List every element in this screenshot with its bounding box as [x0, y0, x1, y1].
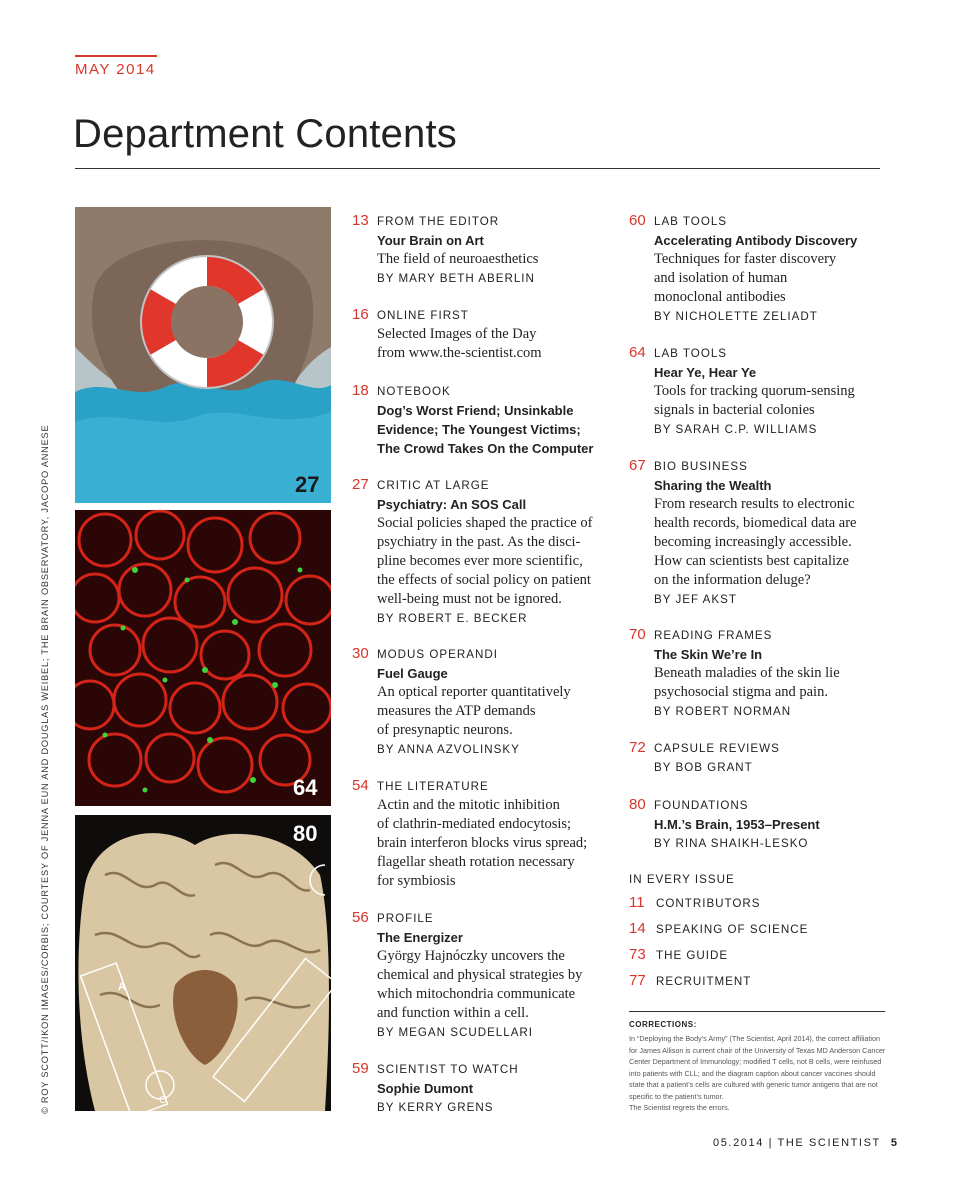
toc-headline: Evidence; The Youngest Victims; — [377, 422, 581, 437]
toc-entry — [629, 212, 904, 326]
every-issue-page-number: 11 — [629, 894, 645, 911]
toc-headline: Your Brain on Art — [377, 233, 484, 248]
toc-headline: Hear Ye, Hear Ye — [654, 365, 757, 380]
toc-headline: The Energizer — [377, 930, 463, 945]
image-page-number: 64 — [293, 775, 318, 800]
toc-byline: BY ROBERT NORMAN — [654, 705, 792, 718]
toc-entry — [352, 777, 627, 891]
every-issue-label: CONTRIBUTORS — [656, 897, 761, 910]
toc-category: THE LITERATURE — [377, 780, 489, 793]
toc-category: FOUNDATIONS — [654, 799, 749, 812]
toc-description: pline becomes ever more scientific, — [377, 553, 583, 569]
toc-page-number: 72 — [629, 739, 646, 756]
toc-description: chemical and physical strategies by — [377, 967, 583, 983]
toc-description: flagellar sheath rotation necessary — [377, 854, 575, 870]
toc-headline: Sharing the Wealth — [654, 478, 772, 493]
toc-description: Selected Images of the Day — [377, 326, 537, 342]
every-issue-page-number: 14 — [629, 920, 646, 937]
every-issue-label: RECRUITMENT — [656, 975, 752, 988]
toc-description: and function within a cell. — [377, 1005, 529, 1021]
toc-page-number: 27 — [352, 476, 369, 493]
toc-description: psychosocial stigma and pain. — [654, 684, 828, 700]
toc-category: CRITIC AT LARGE — [377, 479, 490, 492]
toc-description: György Hajnóczky uncovers the — [377, 948, 565, 964]
toc-entry — [352, 382, 627, 458]
toc-category: PROFILE — [377, 912, 434, 925]
toc-description: Actin and the mitotic inhibition — [377, 797, 560, 813]
toc-entry — [352, 909, 627, 1042]
toc-entry — [352, 645, 627, 759]
toc-page-number: 67 — [629, 457, 646, 474]
toc-description: health records, biomedical data are — [654, 515, 857, 531]
toc-byline: BY NICHOLETTE ZELIADT — [654, 310, 818, 323]
toc-description: measures the ATP demands — [377, 703, 536, 719]
toc-page-number: 54 — [352, 777, 369, 794]
brain-marker-c: C — [159, 1095, 167, 1106]
issue-month: MAY 2014 — [75, 61, 156, 78]
toc-description: of presynaptic neurons. — [377, 722, 513, 738]
every-issue-label: SPEAKING OF SCIENCE — [656, 923, 809, 936]
page-folio — [713, 1137, 899, 1149]
toc-category: LAB TOOLS — [654, 347, 728, 360]
toc-byline: BY ROBERT E. BECKER — [377, 612, 528, 625]
toc-description: Tools for tracking quorum-sensing — [654, 383, 855, 399]
toc-description: Social policies shaped the practice of — [377, 515, 593, 531]
toc-page-number: 30 — [352, 645, 369, 662]
toc-description: monoclonal antibodies — [654, 289, 786, 305]
toc-description: on the information deluge? — [654, 572, 811, 588]
every-issue-heading: IN EVERY ISSUE — [629, 873, 735, 886]
toc-category: BIO BUSINESS — [654, 460, 748, 473]
toc-byline: BY BOB GRANT — [654, 761, 753, 774]
toc-description: signals in bacterial colonies — [654, 402, 815, 418]
toc-description: Techniques for faster discovery — [654, 251, 837, 267]
toc-headline: The Skin We’re In — [654, 647, 763, 662]
toc-byline: BY ANNA AZVOLINSKY — [377, 743, 520, 756]
toc-description: becoming increasingly accessible. — [654, 534, 852, 550]
toc-description: the effects of social policy on patient — [377, 572, 591, 588]
toc-page-number: 56 — [352, 909, 369, 926]
toc-byline: BY KERRY GRENS — [377, 1101, 494, 1114]
toc-description: The field of neuroaesthetics — [377, 251, 539, 267]
toc-byline: BY RINA SHAIKH-LESKO — [654, 837, 809, 850]
toc-entry — [352, 306, 627, 363]
corrections-body: In “Deploying the Body’s Army” (The Scientist, April 2014), the correct affiliation for James Allison is current chair of the University of Texas MD Anderson Cancer Center Department of Immunology; modified T cells, not B cells, were reinfused into patients with CLL; and the diagram caption about cancer vaccines should state that a patient’s cells are cultured with generic tumor antigens that are not specific to the patient’s tumor. — [629, 1034, 886, 1101]
toc-entry — [352, 476, 627, 628]
page-title: Department Contents — [73, 112, 457, 156]
toc-headline: H.M.’s Brain, 1953–Present — [654, 817, 820, 832]
corrections-footer: The Scientist regrets the errors. — [629, 1103, 730, 1112]
toc-byline: BY SARAH C.P. WILLIAMS — [654, 423, 818, 436]
toc-description: which mitochondria communicate — [377, 986, 576, 1002]
toc-page-number: 16 — [352, 306, 369, 323]
toc-headline: The Crowd Takes On the Computer — [377, 441, 594, 456]
toc-category: ONLINE FIRST — [377, 309, 469, 322]
toc-description: well-being must not be ignored. — [377, 591, 562, 607]
toc-page-number: 59 — [352, 1060, 369, 1077]
image-page-number: 80 — [293, 821, 318, 846]
every-issue-page-number: 73 — [629, 946, 646, 963]
toc-headline: Psychiatry: An SOS Call — [377, 497, 527, 512]
toc-entry — [352, 1060, 627, 1117]
toc-category: SCIENTIST TO WATCH — [377, 1063, 519, 1076]
toc-description: Beneath maladies of the skin lie — [654, 665, 840, 681]
toc-entry — [629, 344, 904, 439]
toc-page-number: 64 — [629, 344, 646, 361]
toc-entry — [629, 457, 904, 609]
toc-entry — [629, 796, 904, 853]
toc-category: READING FRAMES — [654, 629, 773, 642]
toc-page-number: 18 — [352, 382, 369, 399]
toc-category: CAPSULE REVIEWS — [654, 742, 780, 755]
page-number: 5 — [890, 1137, 899, 1149]
toc-byline: BY MEGAN SCUDELLARI — [377, 1026, 534, 1039]
toc-category: MODUS OPERANDI — [377, 648, 498, 661]
toc-page-number: 80 — [629, 796, 646, 813]
toc-headline: Fuel Gauge — [377, 666, 448, 681]
toc-category: LAB TOOLS — [654, 215, 728, 228]
toc-description: and isolation of human — [654, 270, 788, 286]
toc-headline: Accelerating Antibody Discovery — [654, 233, 858, 248]
toc-page-number: 60 — [629, 212, 646, 229]
toc-description: of clathrin-mediated endocytosis; — [377, 816, 572, 832]
image-life-preserver — [75, 207, 331, 503]
image-brain — [75, 815, 331, 1111]
month-rule — [75, 55, 157, 57]
toc-byline: BY JEF AKST — [654, 593, 737, 606]
title-rule — [75, 168, 880, 169]
toc-headline: Dog’s Worst Friend; Unsinkable — [377, 403, 574, 418]
corrections-rule — [629, 1011, 885, 1012]
toc-category: NOTEBOOK — [377, 385, 451, 398]
every-issue-page-number: 77 — [629, 972, 646, 989]
toc-entry — [629, 739, 904, 777]
toc-entry — [352, 212, 627, 288]
brain-marker-a: A — [118, 981, 126, 993]
toc-description: How can scientists best capitalize — [654, 553, 849, 569]
image-bacterial-colonies — [75, 510, 331, 806]
toc-description: from www.the-scientist.com — [377, 345, 542, 361]
corrections-heading: CORRECTIONS: — [629, 1020, 697, 1029]
toc-description: psychiatry in the past. As the disci- — [377, 534, 581, 550]
folio-text: 05.2014 | THE SCIENTIST — [713, 1137, 881, 1149]
image-page-number: 27 — [295, 472, 320, 497]
toc-category: FROM THE EDITOR — [377, 215, 500, 228]
toc-entry — [629, 626, 904, 721]
every-issue-label: THE GUIDE — [656, 949, 729, 962]
toc-page-number: 13 — [352, 212, 369, 229]
toc-byline: BY MARY BETH ABERLIN — [377, 272, 535, 285]
toc-description: An optical reporter quantitatively — [377, 684, 571, 700]
toc-description: From research results to electronic — [654, 496, 855, 512]
toc-description: brain interferon blocks virus spread; — [377, 835, 588, 851]
toc-page-number: 70 — [629, 626, 646, 643]
toc-description: for symbiosis — [377, 873, 456, 889]
photo-credit: © ROY SCOTT/IKON IMAGES/CORBIS; COURTESY OF JENNA EUN AND DOUGLAS WEIBEL; THE BRAIN OBSERVATORY, JACOPO ANNESE — [40, 424, 50, 1114]
toc-headline: Sophie Dumont — [377, 1081, 474, 1096]
